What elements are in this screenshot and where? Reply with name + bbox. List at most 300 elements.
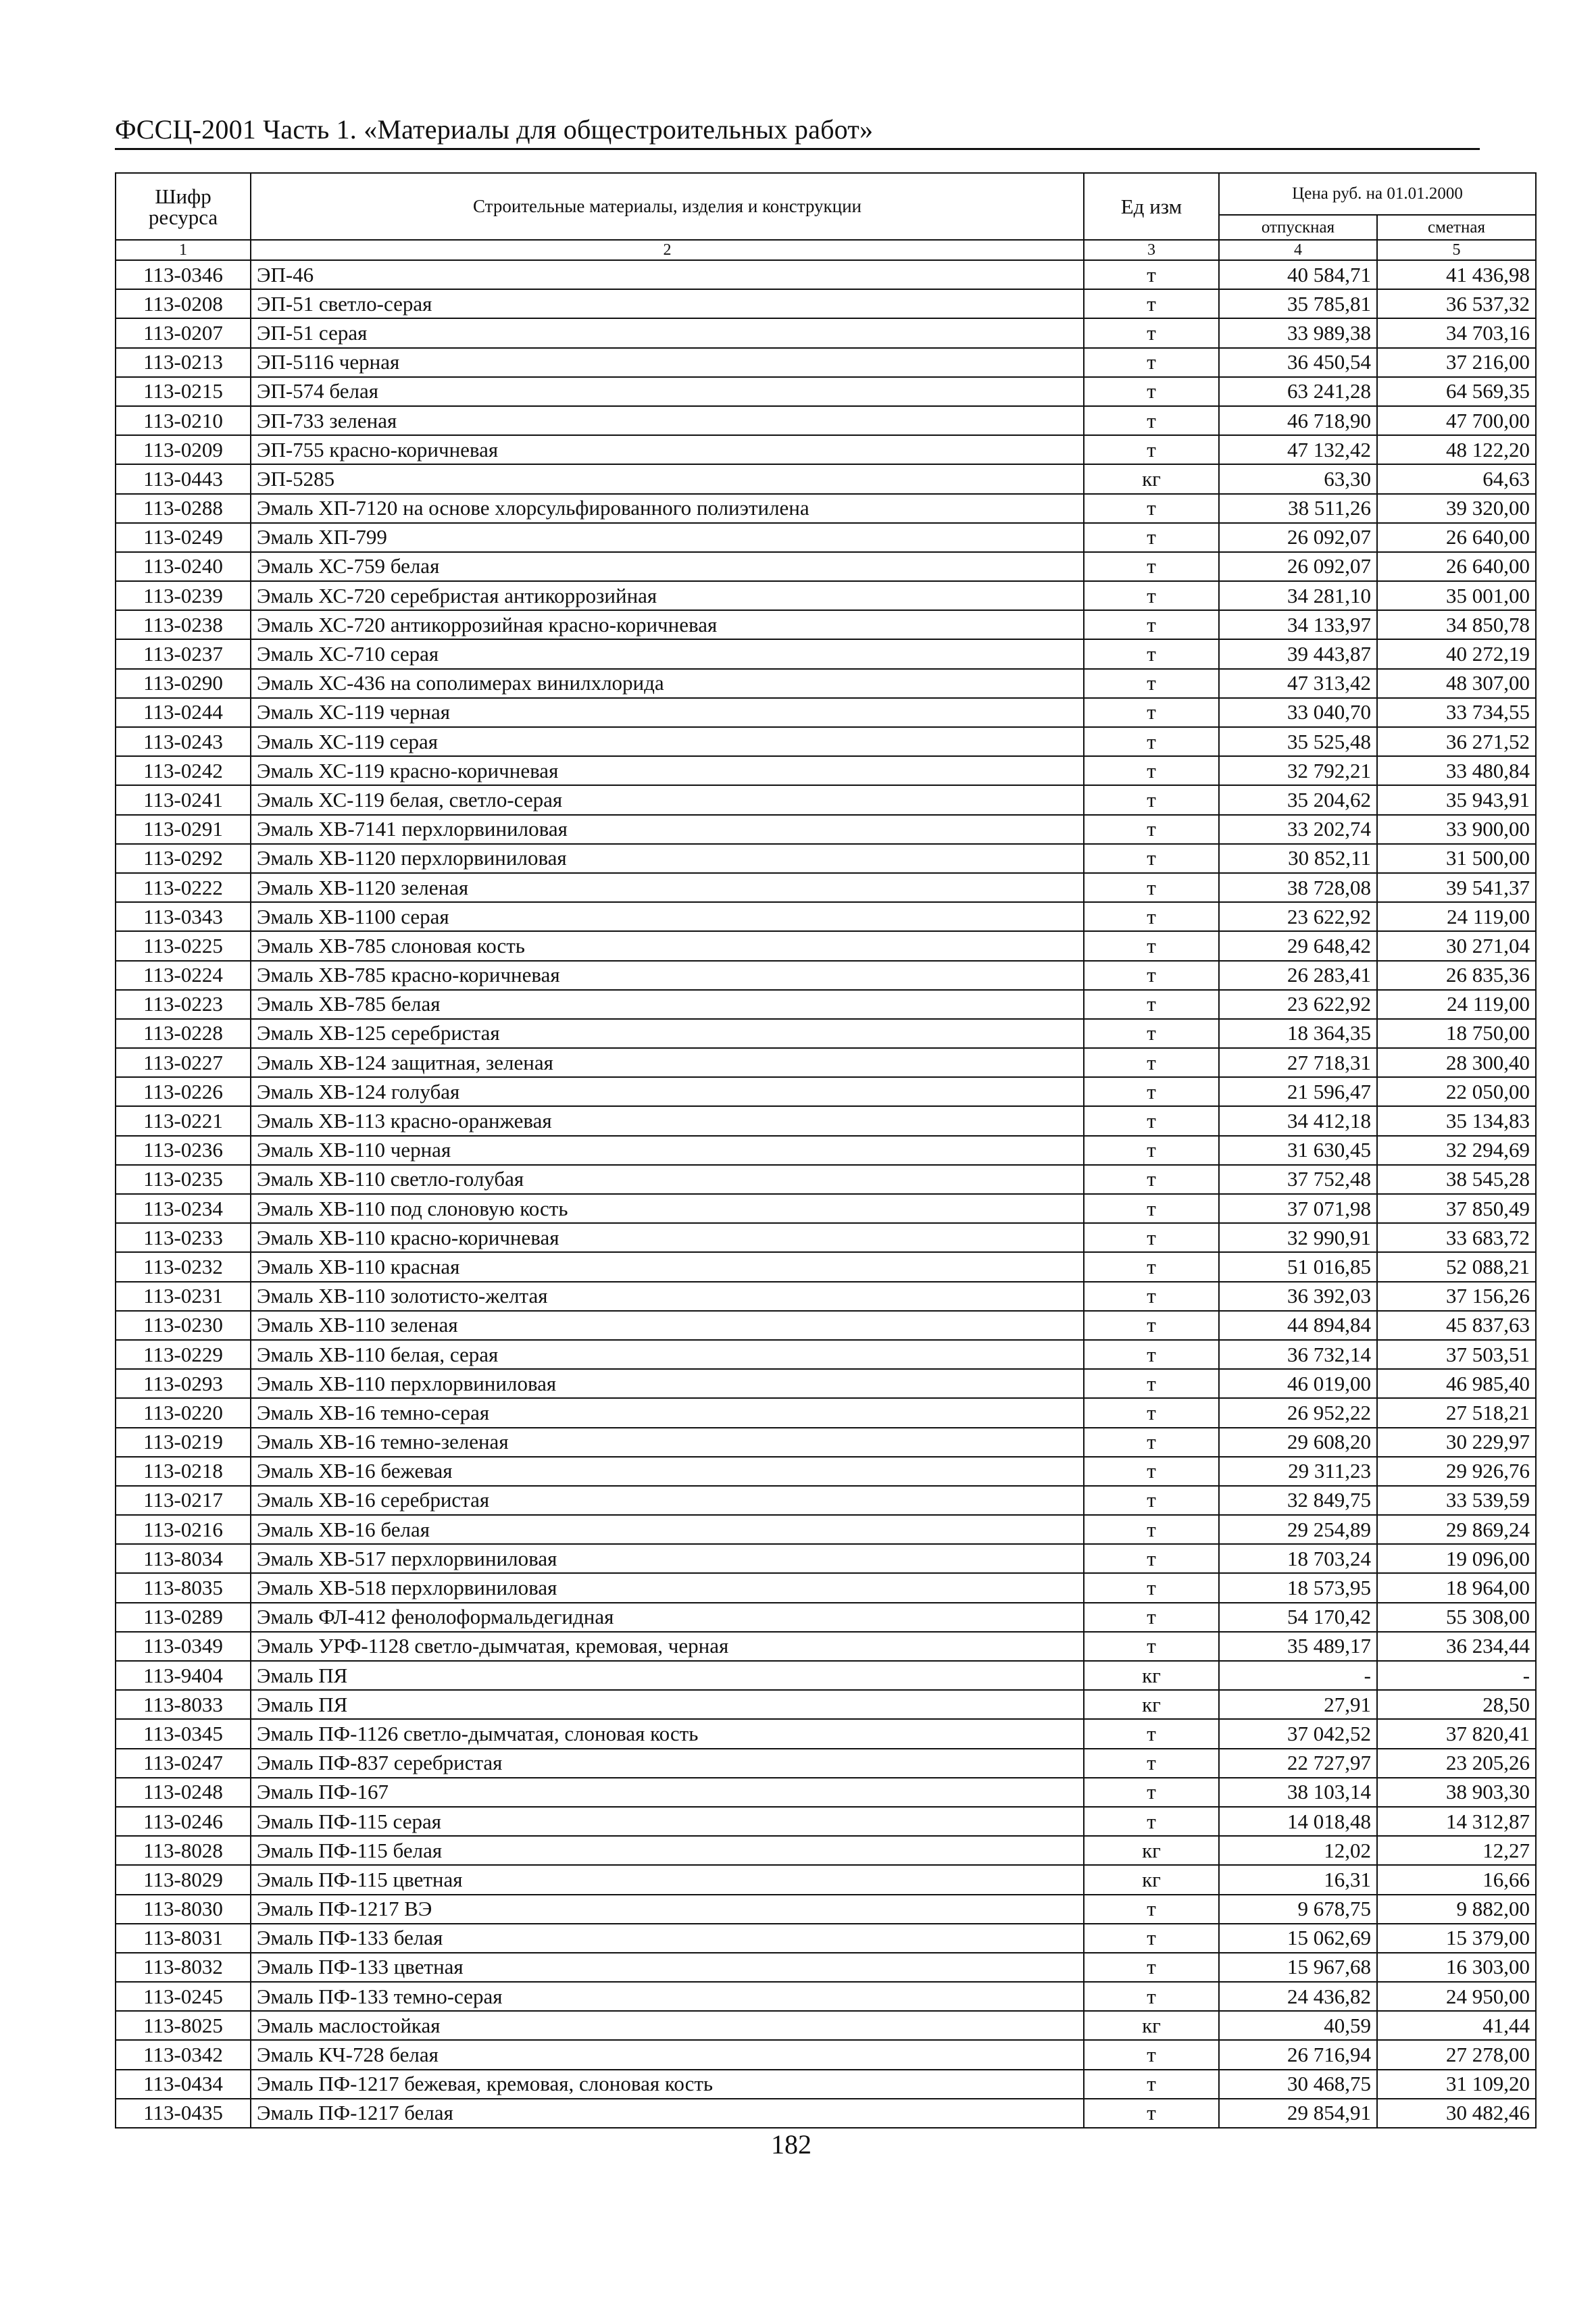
material-name-cell: ЭП-574 белая: [251, 377, 1084, 406]
material-name-cell: Эмаль ХВ-110 перхлорвиниловая: [251, 1369, 1084, 1398]
estimate-price-cell: 24 950,00: [1377, 1982, 1536, 2011]
estimate-price-cell: 39 541,37: [1377, 873, 1536, 902]
wholesale-price-cell: 9 678,75: [1219, 1895, 1377, 1924]
unit-cell: т: [1084, 552, 1219, 581]
material-name-cell: ЭП-51 светло-серая: [251, 289, 1084, 318]
unit-cell: т: [1084, 1457, 1219, 1486]
unit-cell: т: [1084, 1252, 1219, 1281]
estimate-price-cell: 30 271,04: [1377, 931, 1536, 960]
estimate-price-cell: 30 482,46: [1377, 2099, 1536, 2128]
material-name-cell: Эмаль ПФ-1126 светло-дымчатая, слоновая кость: [251, 1719, 1084, 1748]
table-row: [116, 1573, 1536, 1602]
wholesale-price-cell: 23 622,92: [1219, 990, 1377, 1019]
estimate-price-cell: 26 640,00: [1377, 523, 1536, 552]
resource-code-cell: 113-0209: [116, 435, 251, 464]
estimate-price-cell: 36 234,44: [1377, 1632, 1536, 1661]
unit-cell: т: [1084, 348, 1219, 377]
table-row: [116, 1836, 1536, 1865]
wholesale-price-cell: 26 283,41: [1219, 961, 1377, 990]
unit-cell: т: [1084, 1428, 1219, 1457]
unit-cell: т: [1084, 1019, 1219, 1048]
table-row: [116, 464, 1536, 493]
estimate-price-cell: 31 109,20: [1377, 2070, 1536, 2099]
estimate-price-cell: 36 537,32: [1377, 289, 1536, 318]
material-name-cell: Эмаль ХС-720 серебристая антикоррозийная: [251, 581, 1084, 610]
wholesale-price-cell: 33 040,70: [1219, 698, 1377, 727]
unit-cell: т: [1084, 1953, 1219, 1982]
table-row: [116, 494, 1536, 523]
material-name-cell: Эмаль ПФ-115 белая: [251, 1836, 1084, 1865]
unit-cell: т: [1084, 581, 1219, 610]
unit-cell: т: [1084, 785, 1219, 814]
resource-code-cell: 113-0223: [116, 990, 251, 1019]
unit-cell: т: [1084, 1982, 1219, 2011]
estimate-price-cell: 26 835,36: [1377, 961, 1536, 990]
table-row: [116, 348, 1536, 377]
estimate-price-cell: 52 088,21: [1377, 1252, 1536, 1281]
page-number: 182: [771, 2129, 812, 2160]
unit-cell: т: [1084, 289, 1219, 318]
resource-code-cell: 113-0243: [116, 727, 251, 756]
unit-cell: т: [1084, 1895, 1219, 1924]
material-name-cell: Эмаль ПФ-1217 белая: [251, 2099, 1084, 2128]
resource-code-cell: 113-8032: [116, 1953, 251, 1982]
table-row: [116, 1515, 1536, 1544]
unit-cell: т: [1084, 1924, 1219, 1953]
resource-code-cell: 113-0227: [116, 1048, 251, 1077]
material-name-cell: Эмаль ХВ-110 черная: [251, 1136, 1084, 1165]
table-row: [116, 698, 1536, 727]
table-row: [116, 1165, 1536, 1194]
table-row: [116, 581, 1536, 610]
material-name-cell: Эмаль ХВ-1120 зеленая: [251, 873, 1084, 902]
unit-cell: т: [1084, 1194, 1219, 1223]
wholesale-price-cell: 21 596,47: [1219, 1077, 1377, 1106]
resource-code-cell: 113-0225: [116, 931, 251, 960]
wholesale-price-cell: 34 412,18: [1219, 1106, 1377, 1135]
unit-cell: т: [1084, 523, 1219, 552]
estimate-price-cell: 41,44: [1377, 2011, 1536, 2040]
material-name-cell: Эмаль ХВ-113 красно-оранжевая: [251, 1106, 1084, 1135]
estimate-price-cell: 16 303,00: [1377, 1953, 1536, 1982]
unit-cell: т: [1084, 1632, 1219, 1661]
estimate-price-cell: 23 205,26: [1377, 1749, 1536, 1778]
estimate-price-cell: 55 308,00: [1377, 1603, 1536, 1632]
wholesale-price-cell: 36 732,14: [1219, 1340, 1377, 1369]
material-name-cell: Эмаль ПФ-1217 ВЭ: [251, 1895, 1084, 1924]
unit-cell: т: [1084, 406, 1219, 435]
table-row: [116, 1778, 1536, 1807]
estimate-price-cell: 34 850,78: [1377, 610, 1536, 639]
resource-code-cell: 113-0228: [116, 1019, 251, 1048]
estimate-price-cell: 29 869,24: [1377, 1515, 1536, 1544]
estimate-price-cell: 38 903,30: [1377, 1778, 1536, 1807]
unit-cell: т: [1084, 902, 1219, 931]
material-name-cell: ЭП-755 красно-коричневая: [251, 435, 1084, 464]
wholesale-price-cell: 44 894,84: [1219, 1311, 1377, 1340]
material-name-cell: Эмаль ХС-720 антикоррозийная красно-коричневая: [251, 610, 1084, 639]
unit-cell: т: [1084, 1048, 1219, 1077]
column-number: 4: [1219, 240, 1377, 260]
resource-code-cell: 113-0233: [116, 1223, 251, 1252]
material-name-cell: Эмаль ХВ-7141 перхлорвиниловая: [251, 815, 1084, 844]
resource-code-cell: 113-0213: [116, 348, 251, 377]
estimate-price-cell: 9 882,00: [1377, 1895, 1536, 1924]
estimate-price-cell: 27 518,21: [1377, 1398, 1536, 1427]
unit-cell: т: [1084, 377, 1219, 406]
estimate-price-cell: 35 001,00: [1377, 581, 1536, 610]
unit-cell: т: [1084, 873, 1219, 902]
estimate-price-cell: 22 050,00: [1377, 1077, 1536, 1106]
material-name-cell: Эмаль ХВ-1120 перхлорвиниловая: [251, 844, 1084, 873]
unit-cell: т: [1084, 1077, 1219, 1106]
column-number: 3: [1084, 240, 1219, 260]
resource-code-cell: 113-0247: [116, 1749, 251, 1778]
resource-code-cell: 113-0231: [116, 1282, 251, 1311]
estimate-price-cell: 39 320,00: [1377, 494, 1536, 523]
table-row: [116, 1953, 1536, 1982]
resource-code-cell: 113-0218: [116, 1457, 251, 1486]
table-row: [116, 377, 1536, 406]
resource-code-cell: 113-0239: [116, 581, 251, 610]
estimate-price-cell: 41 436,98: [1377, 260, 1536, 289]
estimate-price-cell: 37 503,51: [1377, 1340, 1536, 1369]
table-row: [116, 669, 1536, 698]
table-row: [116, 260, 1536, 289]
material-name-cell: Эмаль ПФ-133 цветная: [251, 1953, 1084, 1982]
estimate-price-cell: 47 700,00: [1377, 406, 1536, 435]
table-row: [116, 406, 1536, 435]
wholesale-price-cell: 37 042,52: [1219, 1719, 1377, 1748]
wholesale-price-cell: 27,91: [1219, 1690, 1377, 1719]
table-row: [116, 1019, 1536, 1048]
unit-cell: т: [1084, 1369, 1219, 1398]
column-header-unit: Ед изм: [1084, 173, 1219, 240]
resource-code-cell: 113-0220: [116, 1398, 251, 1427]
unit-cell: т: [1084, 961, 1219, 990]
material-name-cell: Эмаль ХС-119 серая: [251, 727, 1084, 756]
resource-code-cell: 113-0248: [116, 1778, 251, 1807]
resource-code-cell: 113-0342: [116, 2040, 251, 2069]
wholesale-price-cell: 35 785,81: [1219, 289, 1377, 318]
wholesale-price-cell: 14 018,48: [1219, 1807, 1377, 1836]
resource-code-cell: 113-0345: [116, 1719, 251, 1748]
estimate-price-cell: 34 703,16: [1377, 318, 1536, 347]
unit-cell: т: [1084, 990, 1219, 1019]
unit-cell: т: [1084, 1807, 1219, 1836]
wholesale-price-cell: 27 718,31: [1219, 1048, 1377, 1077]
wholesale-price-cell: 18 364,35: [1219, 1019, 1377, 1048]
material-name-cell: Эмаль ХВ-124 защитная, зеленая: [251, 1048, 1084, 1077]
material-name-cell: Эмаль ХВ-110 золотисто-желтая: [251, 1282, 1084, 1311]
wholesale-price-cell: 32 990,91: [1219, 1223, 1377, 1252]
resource-code-cell: 113-0346: [116, 260, 251, 289]
material-name-cell: Эмаль ПФ-133 темно-серая: [251, 1982, 1084, 2011]
estimate-price-cell: 64 569,35: [1377, 377, 1536, 406]
material-name-cell: Эмаль ХВ-518 перхлорвиниловая: [251, 1573, 1084, 1602]
resource-code-cell: 113-0290: [116, 669, 251, 698]
table-row: [116, 1340, 1536, 1369]
estimate-price-cell: 31 500,00: [1377, 844, 1536, 873]
resource-code-cell: 113-0244: [116, 698, 251, 727]
resource-code-cell: 113-0207: [116, 318, 251, 347]
material-name-cell: Эмаль ПЯ: [251, 1661, 1084, 1690]
unit-cell: кг: [1084, 1836, 1219, 1865]
resource-code-cell: 113-8034: [116, 1544, 251, 1573]
unit-cell: кг: [1084, 1865, 1219, 1894]
table-row: [116, 1136, 1536, 1165]
table-row: [116, 1749, 1536, 1778]
table-row: [116, 639, 1536, 668]
wholesale-price-cell: 35 204,62: [1219, 785, 1377, 814]
column-header-estimate: сметная: [1377, 215, 1536, 240]
material-name-cell: Эмаль ПФ-837 серебристая: [251, 1749, 1084, 1778]
wholesale-price-cell: 26 092,07: [1219, 552, 1377, 581]
resource-code-cell: 113-0217: [116, 1486, 251, 1515]
material-name-cell: Эмаль ПФ-115 цветная: [251, 1865, 1084, 1894]
wholesale-price-cell: 18 573,95: [1219, 1573, 1377, 1602]
resource-code-cell: 113-0235: [116, 1165, 251, 1194]
resource-code-cell: 113-9404: [116, 1661, 251, 1690]
table-row: [116, 1632, 1536, 1661]
resource-code-cell: 113-0226: [116, 1077, 251, 1106]
resource-code-cell: 113-0435: [116, 2099, 251, 2128]
table-row: [116, 1603, 1536, 1632]
wholesale-price-cell: 34 281,10: [1219, 581, 1377, 610]
unit-cell: т: [1084, 1515, 1219, 1544]
wholesale-price-cell: 29 854,91: [1219, 2099, 1377, 2128]
estimate-price-cell: 29 926,76: [1377, 1457, 1536, 1486]
table-row: [116, 1690, 1536, 1719]
material-name-cell: ЭП-5285: [251, 464, 1084, 493]
unit-cell: т: [1084, 2070, 1219, 2099]
wholesale-price-cell: 30 852,11: [1219, 844, 1377, 873]
estimate-price-cell: 33 480,84: [1377, 756, 1536, 785]
unit-cell: т: [1084, 931, 1219, 960]
wholesale-price-cell: 22 727,97: [1219, 1749, 1377, 1778]
estimate-price-cell: 28 300,40: [1377, 1048, 1536, 1077]
resource-code-cell: 113-0434: [116, 2070, 251, 2099]
wholesale-price-cell: 54 170,42: [1219, 1603, 1377, 1632]
estimate-price-cell: 37 850,49: [1377, 1194, 1536, 1223]
unit-cell: т: [1084, 1340, 1219, 1369]
resource-code-cell: 113-0221: [116, 1106, 251, 1135]
table-row: [116, 2011, 1536, 2040]
wholesale-price-cell: 29 311,23: [1219, 1457, 1377, 1486]
resource-code-cell: 113-0222: [116, 873, 251, 902]
resource-code-cell: 113-0246: [116, 1807, 251, 1836]
wholesale-price-cell: 26 092,07: [1219, 523, 1377, 552]
estimate-price-cell: -: [1377, 1661, 1536, 1690]
estimate-price-cell: 35 134,83: [1377, 1106, 1536, 1135]
unit-cell: кг: [1084, 2011, 1219, 2040]
resource-code-cell: 113-0291: [116, 815, 251, 844]
material-name-cell: Эмаль ХВ-110 под слоновую кость: [251, 1194, 1084, 1223]
wholesale-price-cell: 16,31: [1219, 1865, 1377, 1894]
unit-cell: т: [1084, 610, 1219, 639]
resource-code-cell: 113-8025: [116, 2011, 251, 2040]
resource-code-cell: 113-0343: [116, 902, 251, 931]
resource-code-cell: 113-0349: [116, 1632, 251, 1661]
resource-code-cell: 113-0237: [116, 639, 251, 668]
table-row: [116, 727, 1536, 756]
table-row: [116, 1486, 1536, 1515]
resource-code-cell: 113-8035: [116, 1573, 251, 1602]
wholesale-price-cell: 29 648,42: [1219, 931, 1377, 960]
wholesale-price-cell: 32 792,21: [1219, 756, 1377, 785]
unit-cell: т: [1084, 318, 1219, 347]
table-row: [116, 844, 1536, 873]
resource-code-cell: 113-0293: [116, 1369, 251, 1398]
resource-code-cell: 113-0289: [116, 1603, 251, 1632]
wholesale-price-cell: 30 468,75: [1219, 2070, 1377, 2099]
table-row: [116, 2040, 1536, 2069]
material-name-cell: Эмаль ХВ-110 белая, серая: [251, 1340, 1084, 1369]
unit-cell: кг: [1084, 1661, 1219, 1690]
table-row: [116, 1865, 1536, 1894]
wholesale-price-cell: 40 584,71: [1219, 260, 1377, 289]
material-name-cell: ЭП-5116 черная: [251, 348, 1084, 377]
resource-code-cell: 113-8033: [116, 1690, 251, 1719]
material-name-cell: Эмаль УРФ-1128 светло-дымчатая, кремовая, черная: [251, 1632, 1084, 1661]
table-row: [116, 1924, 1536, 1953]
estimate-price-cell: 16,66: [1377, 1865, 1536, 1894]
table-row: [116, 1982, 1536, 2011]
resource-code-cell: 113-0216: [116, 1515, 251, 1544]
material-name-cell: Эмаль ХП-7120 на основе хлорсульфированного полиэтилена: [251, 494, 1084, 523]
unit-cell: т: [1084, 1106, 1219, 1135]
resource-code-cell: 113-0210: [116, 406, 251, 435]
material-name-cell: Эмаль маслостойкая: [251, 2011, 1084, 2040]
wholesale-price-cell: 36 450,54: [1219, 348, 1377, 377]
column-number: 1: [116, 240, 251, 260]
material-name-cell: Эмаль ПФ-1217 бежевая, кремовая, слоновая кость: [251, 2070, 1084, 2099]
wholesale-price-cell: 63,30: [1219, 464, 1377, 493]
resource-code-cell: 113-0236: [116, 1136, 251, 1165]
wholesale-price-cell: 46 718,90: [1219, 406, 1377, 435]
material-name-cell: Эмаль ПФ-167: [251, 1778, 1084, 1807]
estimate-price-cell: 15 379,00: [1377, 1924, 1536, 1953]
resource-code-cell: 113-0241: [116, 785, 251, 814]
resource-code-cell: 113-0232: [116, 1252, 251, 1281]
resource-code-cell: 113-0208: [116, 289, 251, 318]
material-name-cell: Эмаль ХВ-16 серебристая: [251, 1486, 1084, 1515]
estimate-price-cell: 46 985,40: [1377, 1369, 1536, 1398]
unit-cell: т: [1084, 1486, 1219, 1515]
header-rule: [115, 148, 1480, 150]
unit-cell: т: [1084, 727, 1219, 756]
material-name-cell: Эмаль ХВ-517 перхлорвиниловая: [251, 1544, 1084, 1573]
wholesale-price-cell: 35 489,17: [1219, 1632, 1377, 1661]
wholesale-price-cell: 35 525,48: [1219, 727, 1377, 756]
resource-code-cell: 113-0229: [116, 1340, 251, 1369]
unit-cell: т: [1084, 844, 1219, 873]
estimate-price-cell: 27 278,00: [1377, 2040, 1536, 2069]
resource-code-cell: 113-0219: [116, 1428, 251, 1457]
material-name-cell: Эмаль КЧ-728 белая: [251, 2040, 1084, 2069]
estimate-price-cell: 24 119,00: [1377, 902, 1536, 931]
unit-cell: т: [1084, 1282, 1219, 1311]
table-body: [116, 260, 1536, 2128]
column-header-wholesale: отпускная: [1219, 215, 1377, 240]
table-row: [116, 990, 1536, 1019]
material-name-cell: Эмаль ФЛ-412 фенолоформальдегидная: [251, 1603, 1084, 1632]
resource-code-cell: 113-0238: [116, 610, 251, 639]
resource-code-cell: 113-8030: [116, 1895, 251, 1924]
wholesale-price-cell: 38 511,26: [1219, 494, 1377, 523]
wholesale-price-cell: 47 313,42: [1219, 669, 1377, 698]
wholesale-price-cell: 32 849,75: [1219, 1486, 1377, 1515]
estimate-price-cell: 30 229,97: [1377, 1428, 1536, 1457]
column-header-price: Цена руб. на 01.01.2000: [1219, 173, 1536, 215]
estimate-price-cell: 24 119,00: [1377, 990, 1536, 1019]
table-row: [116, 1369, 1536, 1398]
wholesale-price-cell: 40,59: [1219, 2011, 1377, 2040]
wholesale-price-cell: 38 728,08: [1219, 873, 1377, 902]
estimate-price-cell: 28,50: [1377, 1690, 1536, 1719]
wholesale-price-cell: 29 254,89: [1219, 1515, 1377, 1544]
unit-cell: т: [1084, 2099, 1219, 2128]
column-number: 2: [251, 240, 1084, 260]
unit-cell: т: [1084, 1719, 1219, 1748]
material-name-cell: Эмаль ХВ-16 темно-зеленая: [251, 1428, 1084, 1457]
material-name-cell: ЭП-733 зеленая: [251, 406, 1084, 435]
estimate-price-cell: 37 820,41: [1377, 1719, 1536, 1748]
resource-code-cell: 113-0249: [116, 523, 251, 552]
wholesale-price-cell: 12,02: [1219, 1836, 1377, 1865]
table-row: [116, 1223, 1536, 1252]
material-name-cell: Эмаль ХВ-110 красно-коричневая: [251, 1223, 1084, 1252]
material-name-cell: ЭП-46: [251, 260, 1084, 289]
resource-code-cell: 113-0242: [116, 756, 251, 785]
page-header: ФССЦ-2001 Часть 1. «Материалы для общестроительных работ»: [115, 114, 874, 145]
unit-cell: т: [1084, 639, 1219, 668]
wholesale-price-cell: 23 622,92: [1219, 902, 1377, 931]
price-table: [115, 172, 1537, 2129]
material-name-cell: Эмаль ХС-119 белая, светло-серая: [251, 785, 1084, 814]
wholesale-price-cell: 15 967,68: [1219, 1953, 1377, 1982]
resource-code-cell: 113-0240: [116, 552, 251, 581]
unit-cell: т: [1084, 1573, 1219, 1602]
table-row: [116, 289, 1536, 318]
estimate-price-cell: 33 539,59: [1377, 1486, 1536, 1515]
unit-cell: т: [1084, 1778, 1219, 1807]
resource-code-cell: 113-0245: [116, 1982, 251, 2011]
unit-cell: т: [1084, 698, 1219, 727]
material-name-cell: Эмаль ХВ-110 светло-голубая: [251, 1165, 1084, 1194]
material-name-cell: Эмаль ХС-436 на сополимерах винилхлорида: [251, 669, 1084, 698]
wholesale-price-cell: 26 952,22: [1219, 1398, 1377, 1427]
estimate-price-cell: 18 750,00: [1377, 1019, 1536, 1048]
resource-code-cell: 113-0215: [116, 377, 251, 406]
table-row: [116, 815, 1536, 844]
unit-cell: т: [1084, 1398, 1219, 1427]
material-name-cell: Эмаль ХВ-124 голубая: [251, 1077, 1084, 1106]
table-row: [116, 552, 1536, 581]
material-name-cell: Эмаль ХВ-785 белая: [251, 990, 1084, 1019]
table-row: [116, 318, 1536, 347]
unit-cell: кг: [1084, 464, 1219, 493]
unit-cell: т: [1084, 815, 1219, 844]
estimate-price-cell: 36 271,52: [1377, 727, 1536, 756]
table-row: [116, 1807, 1536, 1836]
estimate-price-cell: 33 683,72: [1377, 1223, 1536, 1252]
material-name-cell: Эмаль ХВ-110 красная: [251, 1252, 1084, 1281]
material-name-cell: Эмаль ХВ-125 серебристая: [251, 1019, 1084, 1048]
table-row: [116, 1048, 1536, 1077]
unit-cell: т: [1084, 1311, 1219, 1340]
table-row: [116, 1457, 1536, 1486]
